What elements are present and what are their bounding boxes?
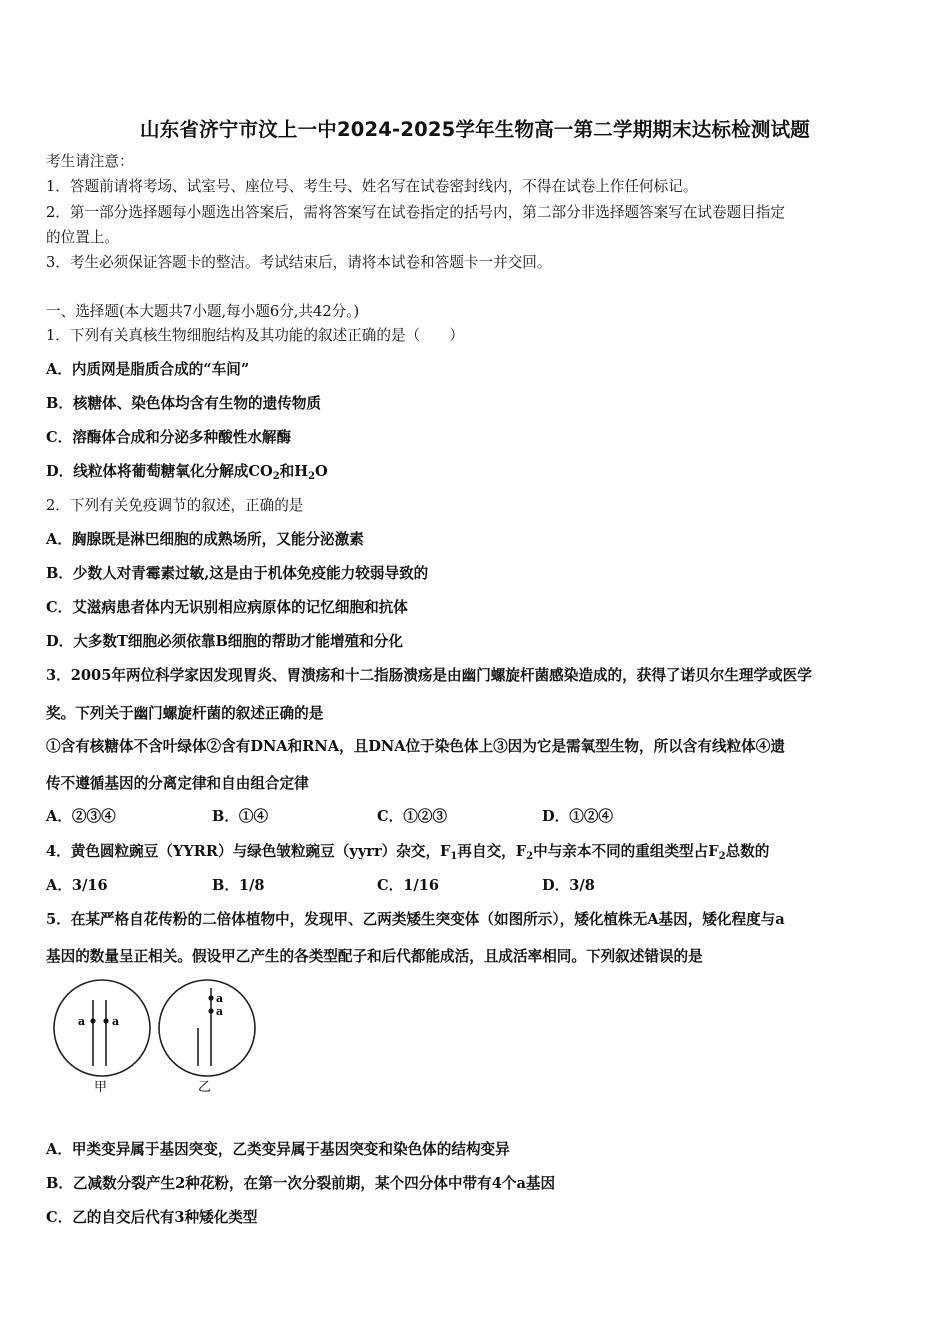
question-5-stem-line-2: 基因的数量呈正相关。假设甲乙产生的各类型配子和后代都能成活，且成活率相同。下列叙述错误的是 — [46, 948, 703, 965]
question-2-stem: 2．下列有关免疫调节的叙述，正确的是 — [46, 497, 304, 514]
cell-yi-circle — [159, 980, 255, 1076]
question-1-stem: 1．下列有关真核生物细胞结构及其功能的叙述正确的是（ ） — [46, 327, 464, 344]
question-5-option-a: A．甲类变异属于基因突变，乙类变异属于基因突变和染色体的结构变异 — [46, 1141, 510, 1158]
question-4-option-b: B．1/8 — [212, 877, 265, 894]
question-1-option-c: C．溶酶体合成和分泌多种酸性水解酶 — [46, 429, 292, 446]
cell-jia-gene-locus-left — [90, 1018, 95, 1023]
question-3-statements-line-2: 传不遵循基因的分离定律和自由组合定律 — [46, 775, 309, 792]
cell-yi-gene-locus-1 — [208, 995, 213, 1000]
notice-item-1: 1．答题前请将考场、试室号、座位号、考生号、姓名写在试卷密封线内，不得在试卷上作任何标记。 — [46, 178, 698, 195]
question-4-option-c: C．1/16 — [377, 877, 440, 894]
question-2-option-a: A．胸腺既是淋巴细胞的成熟场所，又能分泌激素 — [46, 531, 364, 548]
cell-yi-gene-label-2: a — [216, 1005, 224, 1018]
cell-jia-gene-label-left: a — [78, 1015, 86, 1028]
notice-item-2-cont: 的位置上。 — [46, 229, 119, 246]
notice-item-2: 2．第一部分选择题每小题选出答案后，需将答案写在试卷指定的括号内，第二部分非选择题答案写在试卷题目指定 — [46, 204, 785, 221]
notice-item-3: 3．考生必须保证答题卡的整洁。考试结束后，请将本试卷和答题卡一并交回。 — [46, 254, 552, 271]
question-2-option-d: D．大多数T细胞必须依靠B细胞的帮助才能增殖和分化 — [46, 633, 403, 650]
cell-jia-gene-label-right: a — [112, 1015, 120, 1028]
cell-jia-label: 甲 — [94, 1080, 108, 1095]
notice-heading: 考生请注意： — [46, 153, 134, 170]
question-5-option-b: B．乙减数分裂产生2种花粉，在第一次分裂前期，某个四分体中带有4个a基因 — [46, 1175, 556, 1192]
question-3-stem-line-1: 3．2005年两位科学家因发现胃炎、胃溃疡和十二指肠溃疡是由幽门螺旋杆菌感染造成的，获得了诺贝尔生理学或医学 — [46, 667, 812, 684]
question-1-option-d: D．线粒体将葡萄糖氧化分解成$CO_2$和$H_2O$ — [46, 463, 328, 482]
exam-title: 山东省济宁市汶上一中2024-2025学年生物高一第二学期期末达标检测试题 — [139, 118, 811, 141]
chromosome-figure — [50, 978, 260, 1098]
question-3-option-a: A．②③④ — [46, 808, 116, 825]
question-4-options — [46, 876, 908, 896]
question-3-stem-line-2: 奖。下列关于幽门螺旋杆菌的叙述正确的是 — [46, 705, 324, 722]
question-4-option-a: A．3/16 — [46, 877, 108, 894]
question-2-option-b: B．少数人对青霉素过敏,这是由于机体免疫能力较弱导致的 — [46, 565, 429, 582]
question-1-option-a: A．内质网是脂质合成的“车间” — [46, 361, 250, 378]
cell-yi-gene-label-1: a — [216, 992, 224, 1005]
question-3-options — [46, 807, 908, 827]
question-4-option-d: D．3/8 — [542, 877, 595, 894]
question-3-statements-line-1: ①含有核糖体不含叶绿体②含有DNA和RNA，且DNA位于染色体上③因为它是需氧型生物，所以含有线粒体④遗 — [46, 738, 785, 755]
question-2-option-c: C．艾滋病患者体内无识别相应病原体的记忆细胞和抗体 — [46, 599, 408, 616]
question-3-option-d: D．①②④ — [542, 808, 614, 825]
cell-yi-gene-locus-2 — [208, 1008, 213, 1013]
question-3-option-b: B．①④ — [212, 808, 269, 825]
section-heading: 一、选择题(本大题共7小题,每小题6分,共42分。) — [46, 303, 360, 320]
question-5-option-c: C．乙的自交后代有3种矮化类型 — [46, 1209, 258, 1226]
question-3-option-c: C．①②③ — [377, 808, 447, 825]
question-4-stem: 4．黄色圆粒豌豆（YYRR）与绿色皱粒豌豆（yyrr）杂交，$F_1$再自交，$F_2$中与亲本不同的重组类型占$F_2$总数的 — [46, 843, 770, 862]
cell-yi-label: 乙 — [198, 1080, 212, 1095]
cell-jia-gene-locus-right — [103, 1018, 108, 1023]
question-1-option-b: B．核糖体、染色体均含有生物的遗传物质 — [46, 395, 322, 412]
cell-jia-circle — [54, 980, 150, 1076]
question-5-stem-line-1: 5．在某严格自花传粉的二倍体植物中，发现甲、乙两类矮生突变体（如图所示），矮化植株无A基因，矮化程度与a — [46, 911, 785, 928]
